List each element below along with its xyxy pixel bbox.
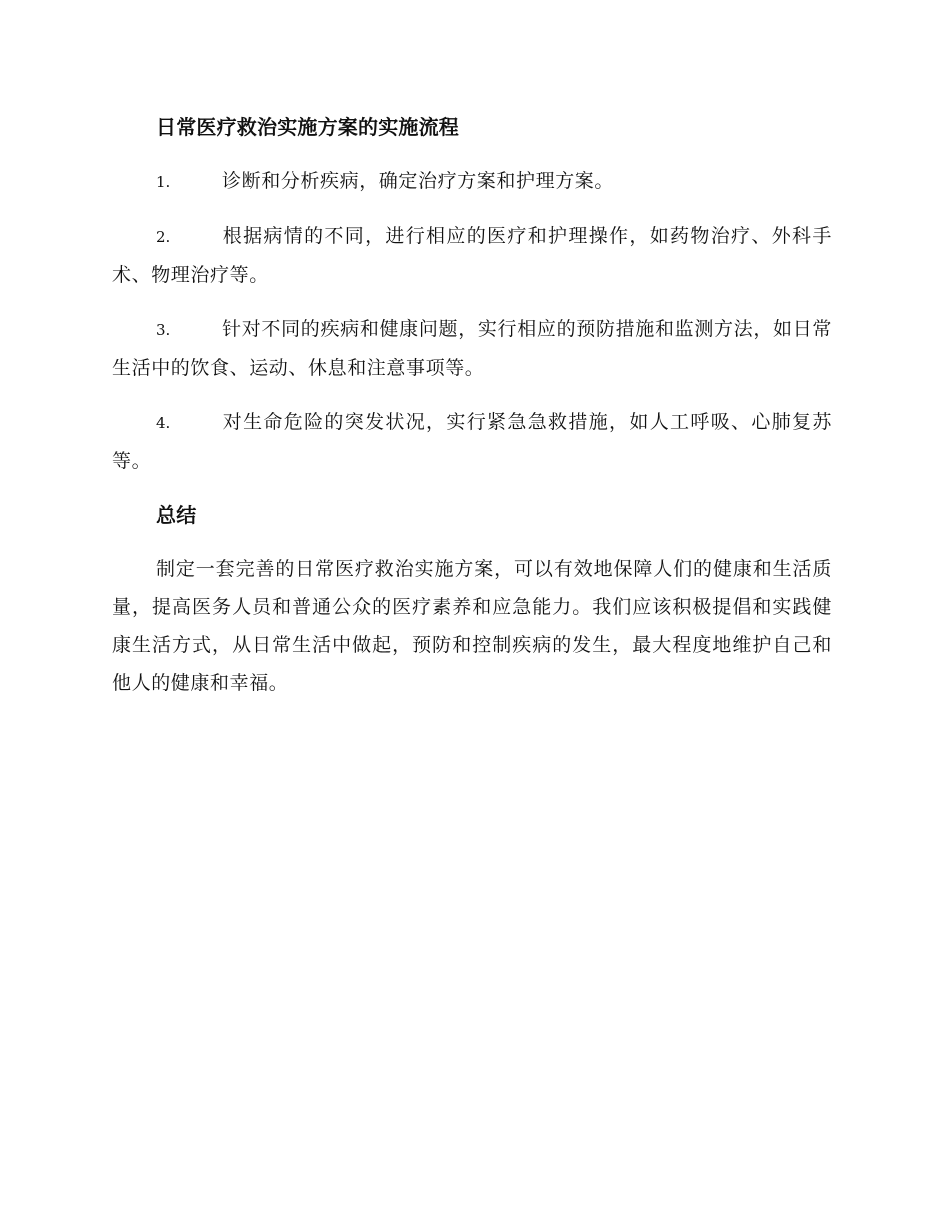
- list-number: 4.: [156, 414, 171, 432]
- list-text: 针对不同的疾病和健康问题，实行相应的预防措施和监测方法，如日常生活中的饮食、运动、休息和注意事项等。: [112, 318, 832, 379]
- list-number: 1.: [156, 173, 171, 191]
- list-item-2: [112, 217, 832, 294]
- list-text: 根据病情的不同，进行相应的医疗和护理操作，如药物治疗、外科手术、物理治疗等。: [112, 225, 832, 286]
- section-heading-process: 日常医疗救治实施方案的实施流程: [156, 115, 459, 139]
- list-number: 2.: [156, 228, 171, 246]
- summary-paragraph: 制定一套完善的日常医疗救治实施方案，可以有效地保障人们的健康和生活质量，提高医务人员和普通公众的医疗素养和应急能力。我们应该积极提倡和实践健康生活方式，从日常生活中做起，预防和控制疾病的发生，最大程度地维护自己和他人的健康和幸福。: [112, 558, 832, 694]
- list-number: 3.: [156, 321, 171, 339]
- list-item-1: [112, 162, 832, 201]
- list-item-3: [112, 310, 832, 387]
- document-content: [112, 108, 832, 702]
- section-heading-summary: 总结: [156, 503, 197, 527]
- list-item-4: [112, 403, 832, 480]
- list-text: 诊断和分析疾病，确定治疗方案和护理方案。: [222, 170, 615, 192]
- list-text: 对生命危险的突发状况，实行紧急急救措施，如人工呼吸、心肺复苏等。: [112, 411, 832, 472]
